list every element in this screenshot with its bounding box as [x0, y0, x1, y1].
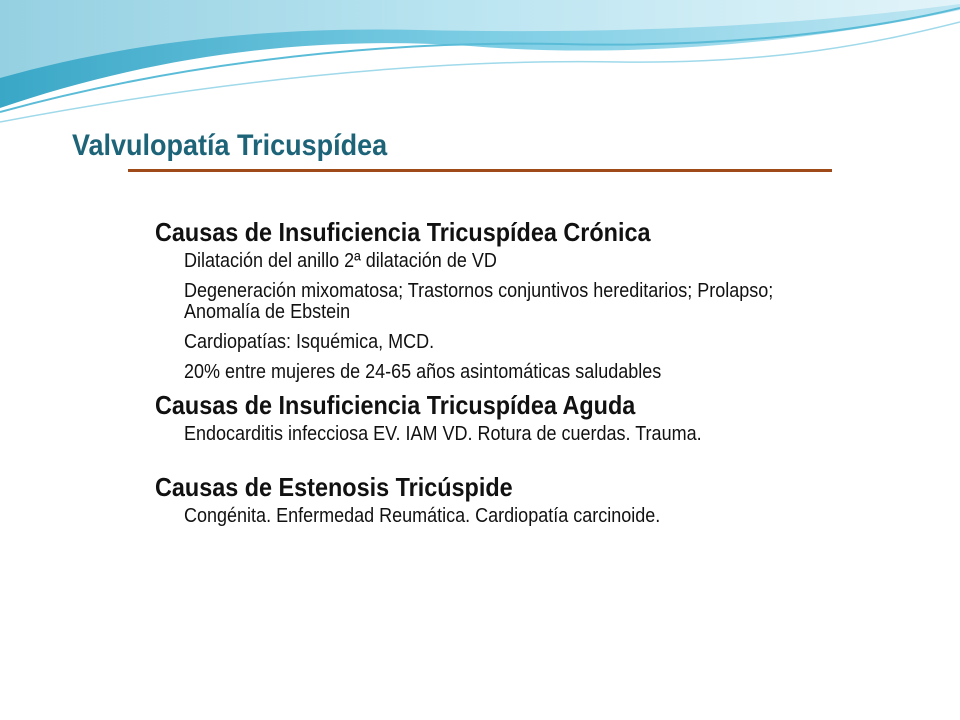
- slide-title: Valvulopatía Tricuspídea: [72, 129, 388, 162]
- list-item: Endocarditis infecciosa EV. IAM VD. Rotura de cuerdas. Trauma.: [184, 423, 702, 445]
- list-item: Dilatación del anillo 2ª dilatación de VD: [184, 250, 497, 272]
- list-item: 20% entre mujeres de 24-65 años asintomáticas saludables: [184, 361, 662, 383]
- list-item: Degeneración mixomatosa; Trastornos conjuntivos hereditarios; Prolapso; Anomalía de Ebstein: [184, 280, 774, 323]
- slide-content: [155, 216, 855, 533]
- bullet-list: [155, 248, 855, 389]
- section-acute-insufficiency: [155, 389, 855, 451]
- bullet-list: [155, 503, 855, 533]
- bullet-list: [155, 421, 855, 451]
- section-chronic-insufficiency: [155, 216, 855, 389]
- section-heading: Causas de Insuficiencia Tricuspídea Aguda: [155, 390, 636, 420]
- title-underline: [128, 169, 832, 172]
- decorative-wave-header: [0, 0, 960, 130]
- spacer: [155, 451, 855, 471]
- list-item: Congénita. Enfermedad Reumática. Cardiopatía carcinoide.: [184, 505, 661, 527]
- section-heading: Causas de Insuficiencia Tricuspídea Crónica: [155, 217, 651, 247]
- list-item: Cardiopatías: Isquémica, MCD.: [184, 331, 435, 353]
- section-heading: Causas de Estenosis Tricúspide: [155, 472, 513, 502]
- section-stenosis: [155, 471, 855, 533]
